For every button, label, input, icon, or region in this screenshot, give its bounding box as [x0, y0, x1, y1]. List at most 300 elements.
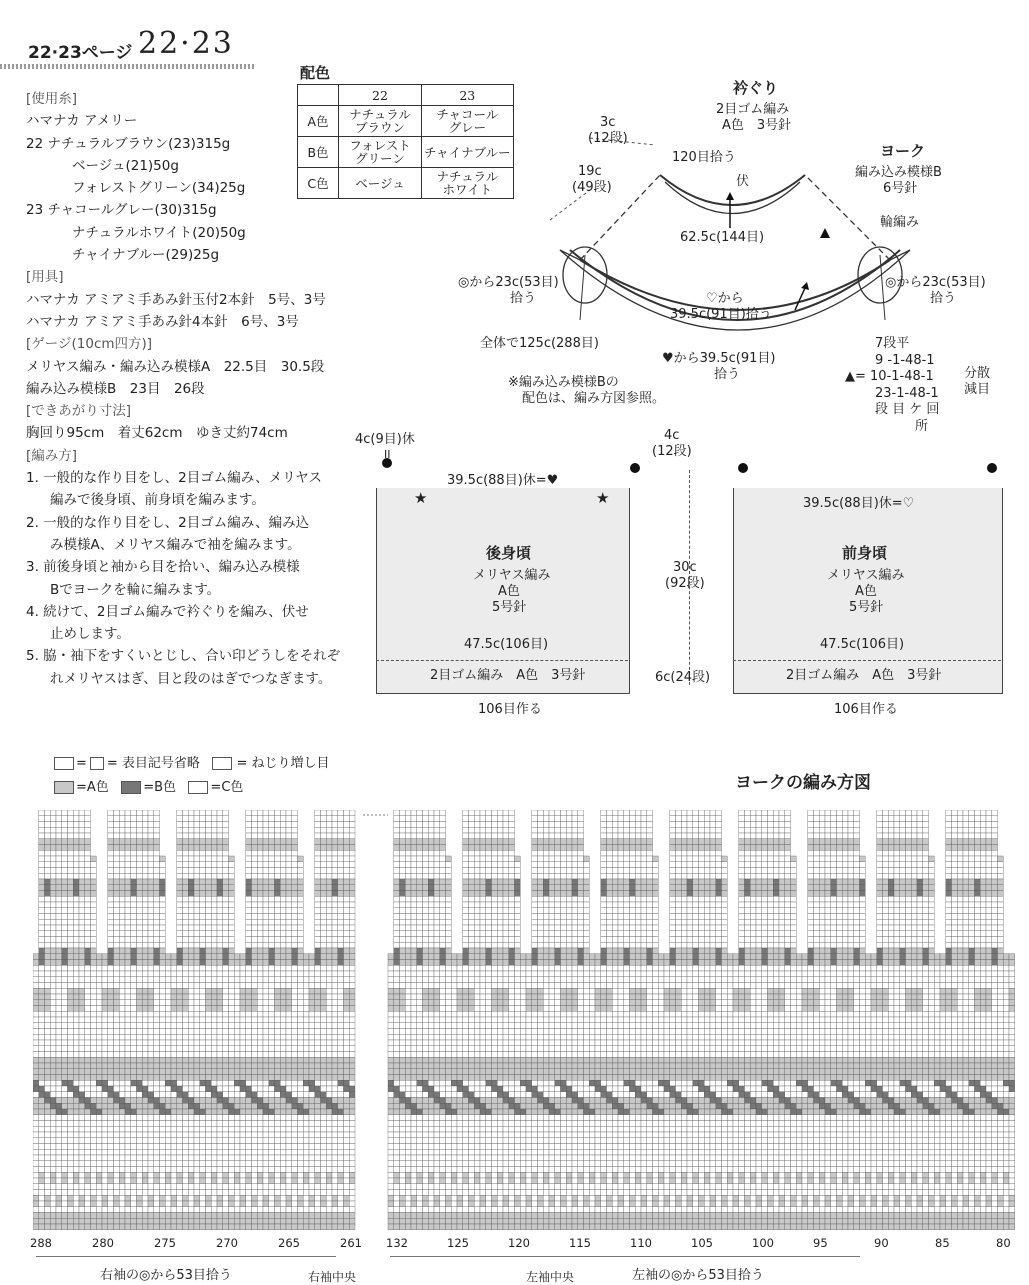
chart-cell: [428, 1046, 434, 1052]
chart-cell: [119, 879, 125, 885]
chart-cell: [160, 856, 166, 862]
chart-cell: [405, 1184, 411, 1190]
page-label: 22·23ページ: [28, 38, 132, 63]
chart-cell: [298, 994, 304, 1000]
chart-cell: [423, 965, 429, 971]
chart-cell: [423, 1006, 429, 1012]
chart-cell: [292, 914, 298, 920]
chart-cell: [50, 850, 56, 856]
chart-cell: [85, 1195, 91, 1201]
chart-cell: [417, 1132, 423, 1138]
chart-cell: [275, 1086, 281, 1092]
chart-cell: [68, 1034, 74, 1040]
chart-cell: [400, 931, 406, 937]
chart-cell: [440, 891, 446, 897]
chart-cell: [125, 839, 131, 845]
chart-cell: [344, 1109, 350, 1115]
chart-cell: [200, 1195, 206, 1201]
chart-cell: [200, 1190, 206, 1196]
chart-cell: [200, 833, 206, 839]
chart-cell: [206, 1023, 212, 1029]
chart-cell: [131, 891, 137, 897]
chart-cell: [446, 879, 452, 885]
chart-cell: [160, 914, 166, 920]
chart-cell: [142, 1201, 148, 1207]
chart-cell: [119, 1034, 125, 1040]
chart-cell: [394, 942, 400, 948]
chart-cell: [108, 1092, 114, 1098]
chart-cell: [114, 1172, 120, 1178]
chart-cell: [446, 1132, 452, 1138]
chart-cell: [280, 1092, 286, 1098]
chart-cell: [434, 850, 440, 856]
chart-cell: [137, 1224, 143, 1230]
chart-cell: [217, 948, 223, 954]
chart-cell: [211, 816, 217, 822]
chart-cell: [85, 1172, 91, 1178]
chart-cell: [108, 971, 114, 977]
chart-cell: [257, 845, 263, 851]
chart-cell: [315, 919, 321, 925]
chart-cell: [39, 833, 45, 839]
chart-cell: [394, 1092, 400, 1098]
chart-cell: [394, 902, 400, 908]
chart-cell: [474, 1034, 480, 1040]
chart-cell: [417, 879, 423, 885]
chart-cell: [119, 994, 125, 1000]
chart-cell: [326, 1178, 332, 1184]
chart-cell: [188, 1224, 194, 1230]
chart-cell: [440, 850, 446, 856]
chart-cell: [223, 1092, 229, 1098]
chart-cell: [96, 1109, 102, 1115]
chart-cell: [160, 1155, 166, 1161]
chart-cell: [269, 965, 275, 971]
chart-cell: [298, 937, 304, 943]
chart-cell: [223, 908, 229, 914]
chart-cell: [45, 1218, 51, 1224]
chart-cell: [56, 1069, 62, 1075]
chart-cell: [417, 1190, 423, 1196]
chart-cell: [50, 948, 56, 954]
chart-cell: [332, 1155, 338, 1161]
chart-cell: [298, 1011, 304, 1017]
chart-cell: [326, 931, 332, 937]
chart-cell: [114, 1086, 120, 1092]
chart-cell: [131, 816, 137, 822]
chart-cell: [263, 1224, 269, 1230]
chart-cell: [326, 1190, 332, 1196]
chart-cell: [269, 850, 275, 856]
chart-cell: [137, 833, 143, 839]
chart-cell: [423, 931, 429, 937]
chart-cell: [119, 914, 125, 920]
chart-cell: [263, 931, 269, 937]
chart-cell: [405, 908, 411, 914]
chart-cell: [269, 1075, 275, 1081]
chart-cell: [280, 862, 286, 868]
chart-cell: [142, 1103, 148, 1109]
chart-cell: [79, 845, 85, 851]
chart-cell: [321, 1149, 327, 1155]
chart-cell: [217, 1195, 223, 1201]
chart-cell: [303, 1184, 309, 1190]
chart-cell: [229, 1075, 235, 1081]
chart-cell: [252, 1034, 258, 1040]
chart-cell: [62, 1034, 68, 1040]
chart-cell: [446, 1103, 452, 1109]
chart-cell: [62, 1098, 68, 1104]
chart-cell: [275, 902, 281, 908]
chart-cell: [474, 1006, 480, 1012]
chart-cell: [102, 1017, 108, 1023]
chart-cell: [229, 1103, 235, 1109]
dim-4c: 4c: [664, 428, 679, 444]
chart-cell: [309, 1029, 315, 1035]
chart-cell: [114, 1006, 120, 1012]
chart-cell: [131, 1201, 137, 1207]
chart-cell: [292, 1069, 298, 1075]
chart-cell: [338, 1213, 344, 1219]
chart-cell: [85, 948, 91, 954]
chart-cell: [405, 1207, 411, 1213]
chart-cell: [269, 1178, 275, 1184]
chart-cell: [68, 948, 74, 954]
chart-cell: [457, 1040, 463, 1046]
chart-cell: [275, 1178, 281, 1184]
chart-cell: [137, 1144, 143, 1150]
chart-cell: [62, 1086, 68, 1092]
chart-cell: [102, 1172, 108, 1178]
chart-cell: [223, 816, 229, 822]
chart-cell: [303, 1080, 309, 1086]
chart-cell: [223, 1103, 229, 1109]
chart-cell: [33, 1109, 39, 1115]
chart-cell: [160, 1121, 166, 1127]
chart-cell: [73, 850, 79, 856]
chart-cell: [206, 1075, 212, 1081]
chart-cell: [85, 822, 91, 828]
chart-cell: [349, 1086, 355, 1092]
chart-cell: [434, 925, 440, 931]
chart-cell: [125, 1080, 131, 1086]
chart-cell: [137, 977, 143, 983]
chart-cell: [292, 1115, 298, 1121]
chart-cell: [154, 1190, 160, 1196]
chart-cell: [338, 885, 344, 891]
chart-cell: [165, 1069, 171, 1075]
chart-cell: [423, 1149, 429, 1155]
chart-cell: [68, 1000, 74, 1006]
chart-cell: [309, 971, 315, 977]
chart-cell: [131, 1207, 137, 1213]
chart-cell: [154, 960, 160, 966]
chart-cell: [275, 827, 281, 833]
chart-cell: [137, 1138, 143, 1144]
chart-cell: [451, 1098, 457, 1104]
chart-cell: [200, 919, 206, 925]
chart-cell: [50, 862, 56, 868]
chart-cell: [206, 954, 212, 960]
chart-cell: [309, 1063, 315, 1069]
chart-cell: [286, 845, 292, 851]
back-width: 47.5c(106目): [464, 637, 548, 653]
swatch-c: [188, 781, 208, 794]
chart-cell: [286, 1103, 292, 1109]
chart-cell: [79, 1207, 85, 1213]
chart-cell: [463, 1190, 469, 1196]
chart-cell: [394, 1190, 400, 1196]
chart-cell: [423, 833, 429, 839]
chart-cell: [142, 960, 148, 966]
method-title: [編み方]: [26, 445, 340, 467]
chart-cell: [349, 868, 355, 874]
chart-cell: [434, 827, 440, 833]
chart-cell: [298, 1075, 304, 1081]
chart-cell: [388, 1195, 394, 1201]
chart-cell: [326, 1063, 332, 1069]
chart-cell: [423, 896, 429, 902]
chart-cell: [332, 891, 338, 897]
chart-cell: [125, 942, 131, 948]
chart-cell: [131, 833, 137, 839]
chart-cell: [469, 965, 475, 971]
chart-cell: [469, 1006, 475, 1012]
chart-cell: [400, 965, 406, 971]
chart-cell: [315, 896, 321, 902]
chart-cell: [303, 960, 309, 966]
chart-cell: [451, 1172, 457, 1178]
chart-cell: [183, 1224, 189, 1230]
chart-cell: [177, 1057, 183, 1063]
chart-cell: [85, 925, 91, 931]
chart-cell: [45, 1023, 51, 1029]
method-line: み模様A、メリヤス編みで袖を編みます。: [26, 534, 340, 556]
chart-cell: [263, 816, 269, 822]
chart-cell: [332, 994, 338, 1000]
chart-cell: [79, 1115, 85, 1121]
chart-cell: [188, 891, 194, 897]
chart-cell: [148, 931, 154, 937]
chart-cell: [349, 879, 355, 885]
chart-cell: [85, 1161, 91, 1167]
chart-cell: [114, 839, 120, 845]
chart-cell: [108, 977, 114, 983]
chart-cell: [188, 1138, 194, 1144]
chart-cell: [321, 971, 327, 977]
chart-cell: [240, 1195, 246, 1201]
chart-cell: [411, 1190, 417, 1196]
chart-cell: [286, 1006, 292, 1012]
chart-cell: [344, 1218, 350, 1224]
chart-cell: [68, 1040, 74, 1046]
chart-cell: [240, 1080, 246, 1086]
chart-cell: [451, 1195, 457, 1201]
chart-cell: [321, 1006, 327, 1012]
chart-cell: [200, 931, 206, 937]
chart-cell: [263, 994, 269, 1000]
chart-cell: [188, 931, 194, 937]
chart-cell: [183, 1063, 189, 1069]
chart-cell: [428, 1000, 434, 1006]
chart-cell: [275, 1098, 281, 1104]
tool-line: ハマナカ アミアミ手あみ針玉付2本針 5号、3号: [26, 289, 340, 311]
chart-cell: [423, 873, 429, 879]
chart-cell: [400, 1207, 406, 1213]
chart-cell: [400, 994, 406, 1000]
chart-cell: [344, 1115, 350, 1121]
chart-cell: [183, 833, 189, 839]
chart-cell: [394, 879, 400, 885]
chart-cell: [194, 960, 200, 966]
chart-cell: [240, 1138, 246, 1144]
chart-cell: [229, 856, 235, 862]
chart-cell: [200, 1121, 206, 1127]
chart-cell: [125, 983, 131, 989]
chart-cell: [240, 1052, 246, 1058]
chart-cell: [417, 1195, 423, 1201]
chart-cell: [457, 1103, 463, 1109]
chart-cell: [292, 891, 298, 897]
chart-cell: [349, 1172, 355, 1178]
chart-cell: [206, 1080, 212, 1086]
chart-cell: [114, 954, 120, 960]
chart-cell: [292, 1098, 298, 1104]
chart-cell: [349, 925, 355, 931]
chart-cell: [434, 971, 440, 977]
chart-cell: [338, 908, 344, 914]
chart-cell: [298, 1034, 304, 1040]
chart-cell: [206, 1161, 212, 1167]
chart-cell: [85, 1144, 91, 1150]
chart-cell: [183, 885, 189, 891]
chart-cell: [269, 1207, 275, 1213]
chart-cell: [206, 1109, 212, 1115]
chart-cell: [160, 885, 166, 891]
chart-cell: [154, 937, 160, 943]
chart-cell: [446, 971, 452, 977]
chart-cell: [114, 1063, 120, 1069]
chart-cell: [428, 879, 434, 885]
chart-cell: [269, 1213, 275, 1219]
chart-cell: [160, 1023, 166, 1029]
chart-cell: [440, 1092, 446, 1098]
chart-cell: [171, 1115, 177, 1121]
chart-cell: [394, 1034, 400, 1040]
chart-cell: [440, 1213, 446, 1219]
chart-cell: [188, 827, 194, 833]
chart-cell: [200, 1167, 206, 1173]
chart-cell: [39, 1000, 45, 1006]
chart-cell: [194, 919, 200, 925]
chart-cell: [188, 879, 194, 885]
chart-cell: [303, 994, 309, 1000]
chart-cell: [428, 1086, 434, 1092]
chart-cell: [33, 1023, 39, 1029]
chart-cell: [286, 1034, 292, 1040]
chart-cell: [446, 1213, 452, 1219]
chart-cell: [206, 827, 212, 833]
chart-cell: [349, 1069, 355, 1075]
chart-cell: [275, 977, 281, 983]
chart-cell: [45, 1161, 51, 1167]
chart-cell: [440, 873, 446, 879]
chart-cell: [148, 1063, 154, 1069]
chart-cell: [269, 1109, 275, 1115]
chart-cell: [160, 983, 166, 989]
chart-cell: [463, 879, 469, 885]
chart-cell: [411, 1144, 417, 1150]
chart-cell: [102, 1207, 108, 1213]
chart-cell: [269, 896, 275, 902]
chart-cell: [246, 925, 252, 931]
chart-cell: [349, 1149, 355, 1155]
chart-cell: [298, 885, 304, 891]
chart-cell: [50, 1184, 56, 1190]
chart-cell: [119, 1149, 125, 1155]
chart-cell: [269, 1115, 275, 1121]
chart-cell: [321, 1184, 327, 1190]
chart-cell: [171, 1023, 177, 1029]
chart-cell: [286, 1218, 292, 1224]
chart-cell: [298, 1207, 304, 1213]
chart-cell: [91, 948, 97, 954]
chart-cell: [411, 885, 417, 891]
chart-cell: [85, 839, 91, 845]
chart-cell: [211, 896, 217, 902]
chart-cell: [326, 816, 332, 822]
chart-cell: [223, 1167, 229, 1173]
chart-cell: [45, 1149, 51, 1155]
chart-cell: [428, 1126, 434, 1132]
chart-cell: [91, 1115, 97, 1121]
chart-cell: [326, 1132, 332, 1138]
chart-cell: [223, 914, 229, 920]
chart-cell: [292, 977, 298, 983]
chart-cell: [257, 960, 263, 966]
chart-cell: [257, 925, 263, 931]
chart-cell: [405, 931, 411, 937]
chart-cell: [326, 1092, 332, 1098]
chart-cell: [298, 1149, 304, 1155]
chart-cell: [148, 977, 154, 983]
chart-cell: [56, 810, 62, 816]
chart-cell: [142, 937, 148, 943]
chart-cell: [177, 1086, 183, 1092]
chart-cell: [411, 1052, 417, 1058]
chart-cell: [188, 971, 194, 977]
chart-cell: [405, 942, 411, 948]
chart-cell: [423, 1161, 429, 1167]
chart-cell: [275, 1080, 281, 1086]
chart-cell: [417, 891, 423, 897]
chart-cell: [315, 1126, 321, 1132]
chart-cell: [50, 942, 56, 948]
chart-cell: [131, 983, 137, 989]
chart-cell: [119, 862, 125, 868]
chart-cell: [73, 971, 79, 977]
chart-cell: [148, 1149, 154, 1155]
chart-cell: [206, 868, 212, 874]
chart-cell: [39, 1178, 45, 1184]
chart-cell: [45, 816, 51, 822]
chart-cell: [131, 925, 137, 931]
chart-cell: [56, 833, 62, 839]
chart-cell: [85, 896, 91, 902]
chart-cell: [108, 954, 114, 960]
chart-cell: [177, 1011, 183, 1017]
chart-cell: [315, 1172, 321, 1178]
